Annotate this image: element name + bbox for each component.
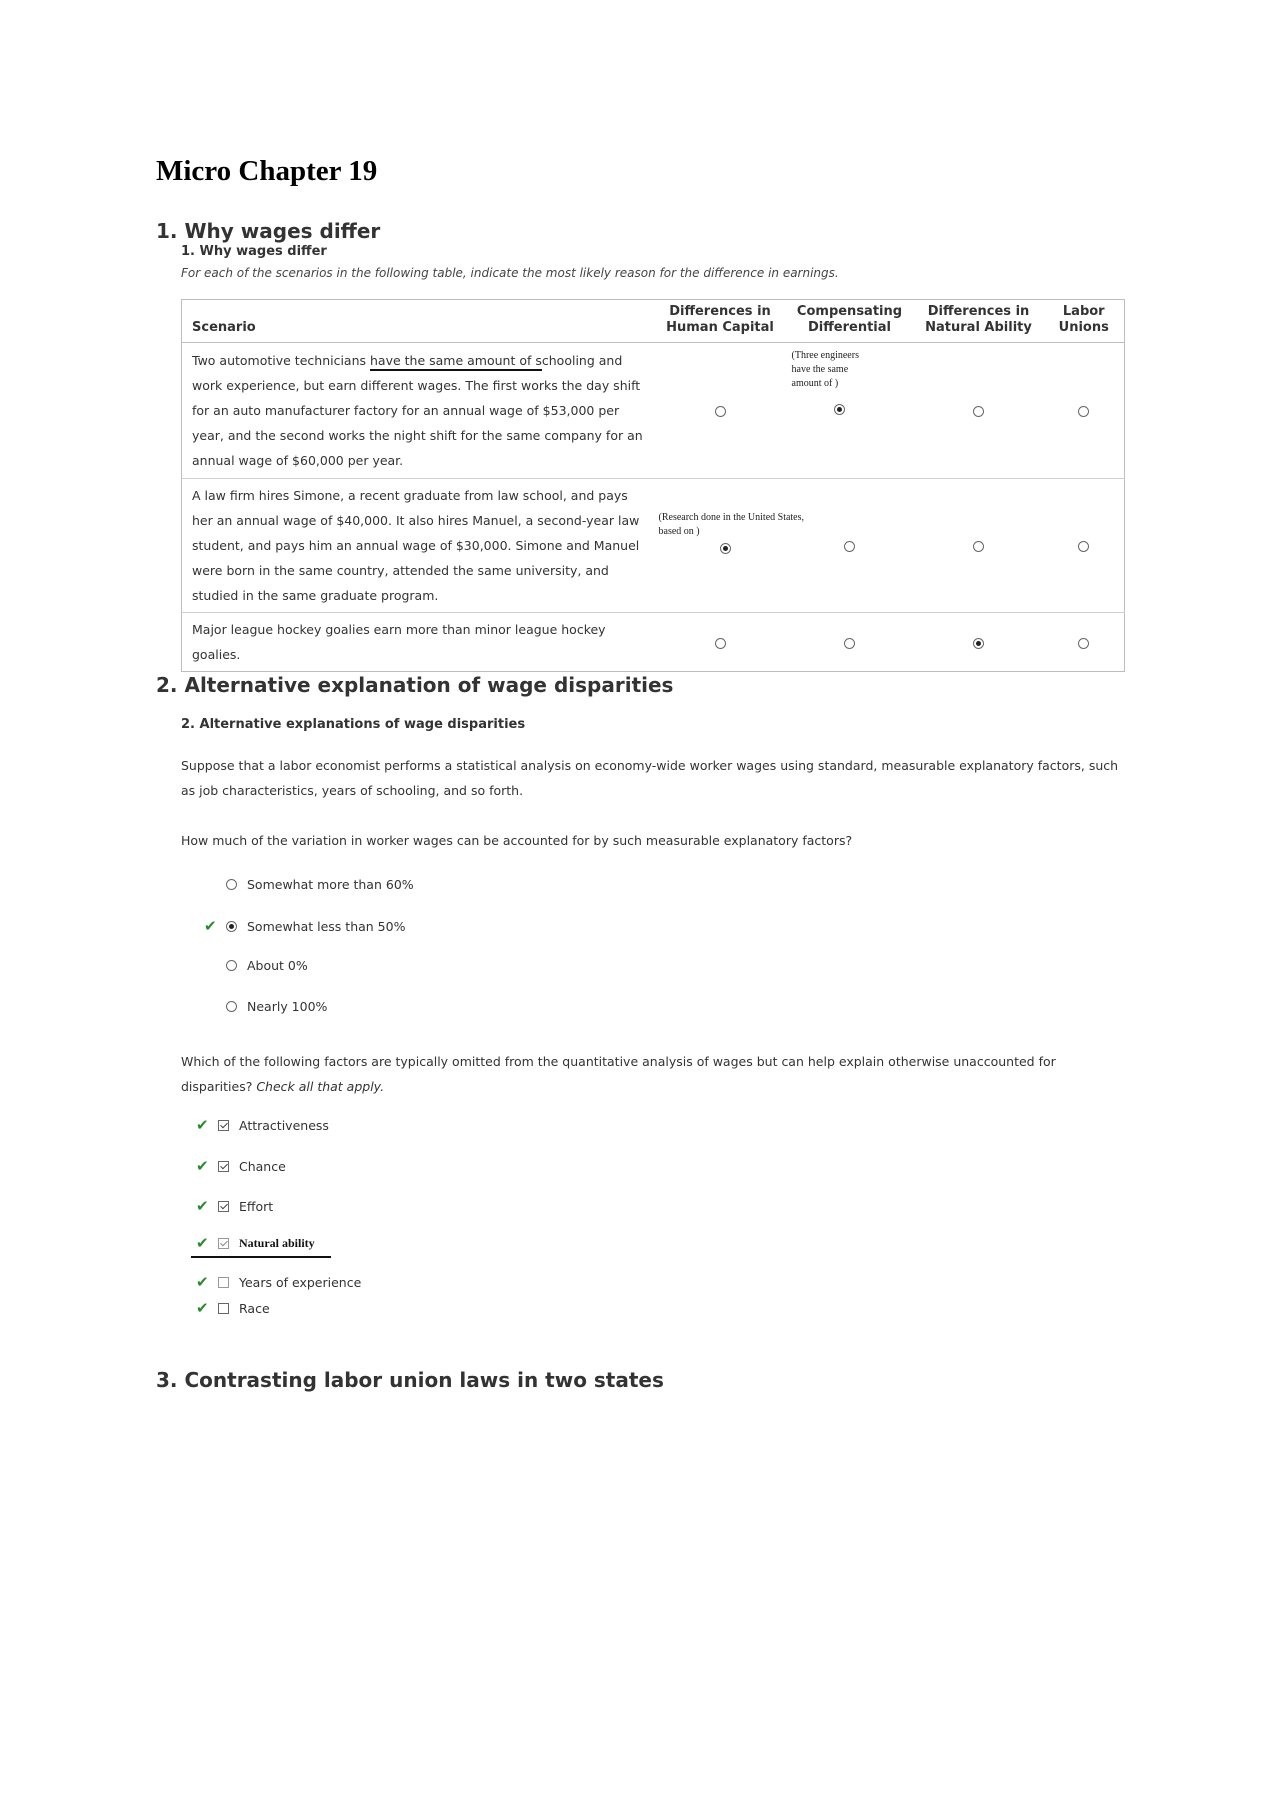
option-label: Nearly 100% bbox=[247, 999, 328, 1014]
radio-button-selected[interactable] bbox=[834, 404, 845, 415]
scenario-text: A law firm hires Simone, a recent graduate from law school, and pays her an annual wage of $40,000. It also hires Manuel, a second-year law student, and pays him an annual wage of $30,000. Simone and Manuel were born in the same country, attended the same university, and studied in the same graduate program. bbox=[182, 479, 655, 613]
option-label: Attractiveness bbox=[239, 1117, 329, 1133]
scenario-1-underlined-text: have the same amount of s bbox=[370, 353, 542, 371]
header-labor-unions bbox=[1044, 300, 1125, 343]
option-human-capital[interactable] bbox=[655, 613, 786, 672]
header-labor-unions-line2: Unions bbox=[1058, 320, 1109, 335]
correct-check-icon: ✔ bbox=[196, 1116, 209, 1134]
scenario-text: Major league hockey goalies earn more than minor league hockey goalies. bbox=[192, 622, 606, 662]
radio-button[interactable] bbox=[1078, 406, 1089, 417]
header-human-capital-line2: Human Capital bbox=[666, 320, 774, 335]
correct-check-icon: ✔ bbox=[196, 1299, 209, 1317]
header-compensating-line1: Compensating bbox=[796, 304, 903, 319]
radio-button[interactable] bbox=[715, 406, 726, 417]
table-row bbox=[182, 479, 1125, 613]
option-compensating-differential[interactable] bbox=[786, 479, 914, 613]
header-natural-ability-line2: Natural Ability bbox=[925, 320, 1032, 335]
radio-button-selected[interactable] bbox=[720, 543, 731, 554]
checkbox[interactable] bbox=[218, 1238, 229, 1249]
q2-option-effort[interactable] bbox=[196, 1197, 273, 1215]
option-labor-unions[interactable] bbox=[1044, 479, 1125, 613]
scenario-text bbox=[182, 343, 655, 479]
header-compensating-differential bbox=[786, 300, 914, 343]
option-label: Race bbox=[239, 1300, 270, 1316]
section-1-heading: 1. Why wages differ bbox=[156, 219, 381, 243]
radio-button[interactable] bbox=[1078, 638, 1089, 649]
hint-tooltip: (Research done in the United States, based on ) bbox=[658, 512, 805, 537]
option-label: Somewhat less than 50% bbox=[247, 918, 406, 934]
option-human-capital[interactable] bbox=[655, 479, 805, 613]
option-compensating-differential[interactable] bbox=[786, 343, 914, 479]
header-natural-ability-line1: Differences in bbox=[927, 304, 1030, 319]
q1-option-1[interactable] bbox=[204, 877, 414, 892]
option-natural-ability[interactable] bbox=[914, 479, 1044, 613]
table-row bbox=[182, 343, 1125, 479]
question-2-instruction: Check all that apply. bbox=[256, 1079, 385, 1094]
table-header-row bbox=[182, 300, 1125, 343]
option-labor-unions[interactable] bbox=[1044, 343, 1125, 479]
table-row bbox=[182, 613, 1125, 672]
section-1-subheading: 1. Why wages differ bbox=[181, 244, 327, 259]
underline-annotation bbox=[191, 1256, 331, 1258]
radio-button[interactable] bbox=[226, 1001, 237, 1012]
correct-check-icon: ✔ bbox=[196, 1234, 209, 1252]
radio-button[interactable] bbox=[973, 406, 984, 417]
section-3-heading: 3. Contrasting labor union laws in two states bbox=[156, 1368, 664, 1392]
option-label: Effort bbox=[239, 1198, 274, 1214]
radio-button[interactable] bbox=[973, 541, 984, 552]
radio-button-selected[interactable] bbox=[226, 921, 237, 932]
question-1: How much of the variation in worker wages can be accounted for by such measurable explanatory factors? bbox=[181, 833, 853, 848]
option-natural-ability[interactable] bbox=[914, 343, 1044, 479]
checkbox[interactable] bbox=[218, 1120, 229, 1131]
question-2 bbox=[181, 1049, 1081, 1099]
section-2-heading: 2. Alternative explanation of wage disparities bbox=[156, 673, 674, 697]
option-label: Years of experience bbox=[239, 1274, 362, 1290]
checkbox[interactable] bbox=[218, 1303, 229, 1314]
hint-tooltip: (Three engineers have the same amount of ) bbox=[791, 350, 859, 389]
correct-check-icon: ✔ bbox=[196, 1273, 209, 1291]
scenario-table bbox=[181, 299, 1125, 672]
document-title: Micro Chapter 19 bbox=[156, 155, 378, 187]
section-2-subheading: 2. Alternative explanations of wage disparities bbox=[181, 717, 526, 732]
q2-option-race[interactable] bbox=[196, 1299, 270, 1317]
q1-option-4[interactable] bbox=[204, 999, 327, 1014]
option-labor-unions[interactable] bbox=[1044, 613, 1125, 672]
checkbox[interactable] bbox=[218, 1201, 229, 1212]
header-compensating-line2: Differential bbox=[808, 320, 891, 335]
header-human-capital bbox=[655, 300, 786, 343]
radio-button[interactable] bbox=[715, 638, 726, 649]
section-1-instruction: For each of the scenarios in the following table, indicate the most likely reason for the difference in earnings. bbox=[181, 266, 839, 280]
checkbox[interactable] bbox=[218, 1161, 229, 1172]
q2-option-chance[interactable] bbox=[196, 1157, 286, 1175]
option-label: Chance bbox=[239, 1158, 286, 1174]
q2-option-attractiveness[interactable] bbox=[196, 1116, 329, 1134]
header-natural-ability bbox=[914, 300, 1044, 343]
header-human-capital-line1: Differences in bbox=[669, 304, 771, 319]
q1-option-2[interactable] bbox=[204, 917, 405, 935]
radio-button[interactable] bbox=[844, 541, 855, 552]
q2-option-natural-ability[interactable] bbox=[196, 1234, 315, 1252]
question-2-text: Which of the following factors are typically omitted from the quantitative analysis of wages but can help explain otherwise unaccounted for disparities? bbox=[181, 1054, 1056, 1094]
q2-option-years-of-experience[interactable] bbox=[196, 1273, 361, 1291]
option-label: Somewhat more than 60% bbox=[247, 877, 414, 892]
q1-option-3[interactable] bbox=[204, 958, 308, 973]
correct-check-icon: ✔ bbox=[196, 1197, 209, 1215]
correct-check-icon: ✔ bbox=[204, 917, 217, 935]
checkbox[interactable] bbox=[218, 1277, 229, 1288]
header-labor-unions-line1: Labor bbox=[1062, 304, 1105, 319]
scenario-1-text-start: Two automotive technicians bbox=[192, 353, 370, 368]
option-natural-ability[interactable] bbox=[914, 613, 1044, 672]
scenario-1-text-end: chooling and work experience, but earn different wages. The first works the day shift for an auto manufacturer factory for an annual wage of $53,000 per year, and the second works the night shift for the same company for an annual wage of $60,000 per year. bbox=[192, 353, 643, 468]
radio-button-selected[interactable] bbox=[973, 638, 984, 649]
radio-button[interactable] bbox=[226, 879, 237, 890]
radio-button[interactable] bbox=[226, 960, 237, 971]
option-label: About 0% bbox=[247, 958, 308, 973]
correct-check-icon: ✔ bbox=[196, 1157, 209, 1175]
radio-button[interactable] bbox=[844, 638, 855, 649]
option-human-capital[interactable] bbox=[655, 343, 786, 479]
header-scenario: Scenario bbox=[182, 300, 655, 343]
section-2-paragraph: Suppose that a labor economist performs a statistical analysis on economy-wide worker wages using standard, measurable explanatory factors, such as job characteristics, years of schooling, and so forth. bbox=[181, 758, 1119, 798]
option-compensating-differential[interactable] bbox=[786, 613, 914, 672]
option-label: Natural ability bbox=[239, 1235, 315, 1250]
radio-button[interactable] bbox=[1078, 541, 1089, 552]
